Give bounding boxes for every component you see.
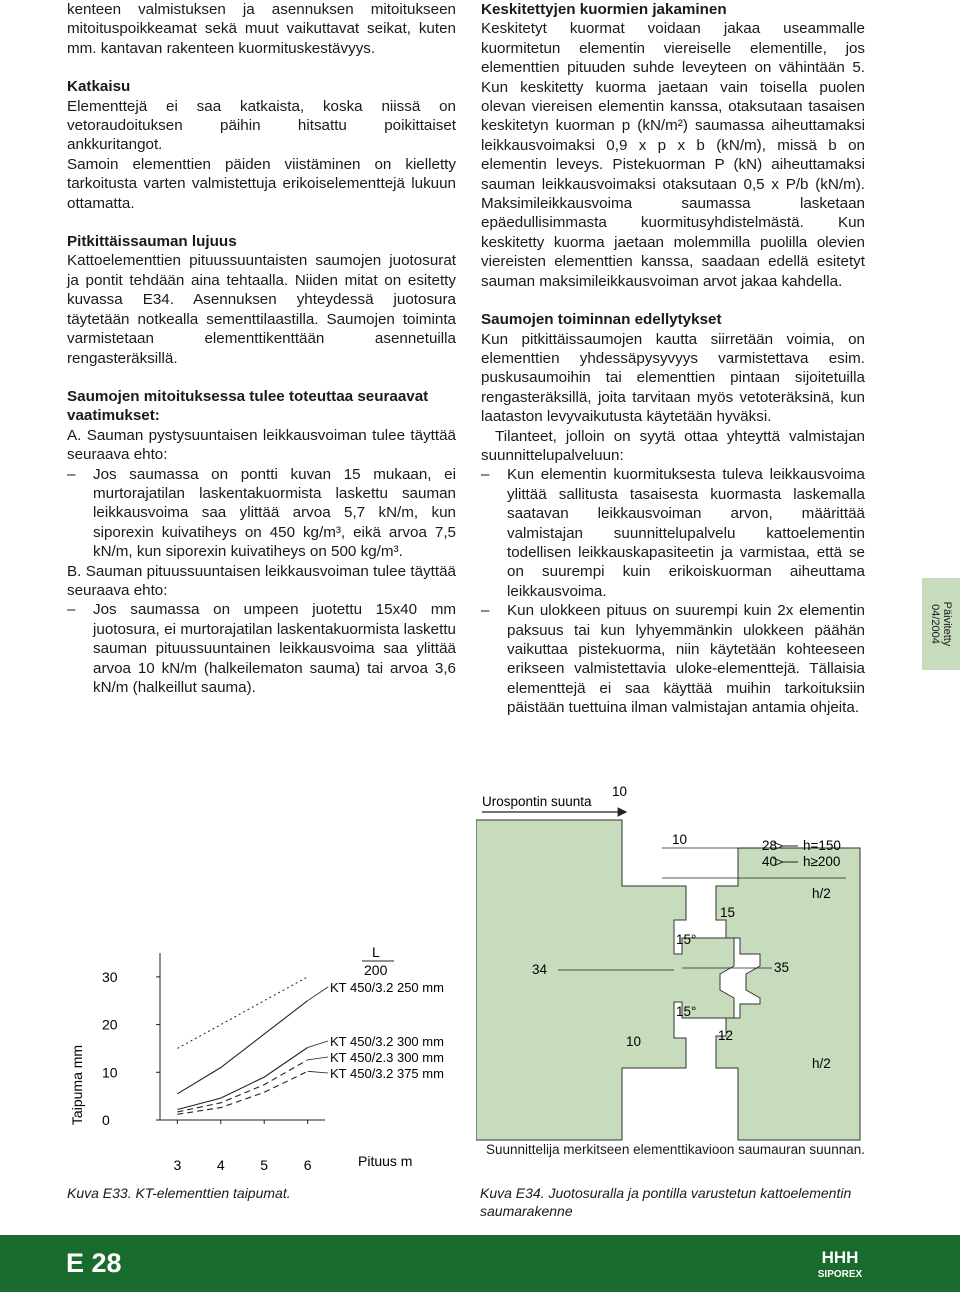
page-number: E 28 [66,1248,122,1278]
joint-note: Suunnittelija merkitseen elementtikavioon saumauran suunnan. [486,1142,865,1157]
direction-label: Urospontin suunta [482,794,592,809]
dim-12: 12 [718,1028,734,1043]
x-tick-label: 6 [303,1157,312,1173]
toiminta-paragraph-2: Tilanteet, jolloin on syytä ottaa yhteyttä valmistajan suunnittelupalveluun: [481,427,865,464]
series-line [177,1071,307,1114]
series-line [177,1001,307,1094]
katkaisu-heading: Katkaisu [67,78,131,96]
siporex-logo [808,1243,872,1283]
y-tick-label: 30 [102,968,118,985]
requirement-b-dash: – Jos saumassa on umpeen juotettu 15x40 mm juotosura, ei murtorajatilan laskentakuormista laskettu sauman pituussuuntainen leikkausvoima saa ylittää arvoa 10 kN/m (halkeilematon sauma) tai arvoa 3,6 kN/m (halkeillut sauma). [67,600,456,697]
dim-35: 35 [774,960,790,975]
y-tick-label: 0 [102,1112,110,1128]
x-tick-label: 3 [173,1157,182,1173]
leader-line [308,1071,328,1073]
x-tick-label: 4 [216,1157,225,1173]
pitkittaissauma-heading: Pitkittäissauman lujuus [67,233,237,251]
dim-10-c: 10 [626,1034,642,1049]
dim-10-top: 10 [612,784,628,799]
toiminta-heading: Saumojen toiminnan edellytykset [481,311,722,329]
toiminta-dash-1: – Kun elementin kuormituksesta tuleva leikkausvoima ylittää sallitusta tasaisesta kuormasta laskemalla saatavan leikkausvoiman arvon, määrittää valmistajan suunnittelupalvelu kattoelementin todellisen leikkauskapasiteetin ja varmistaa, että se on suurempi kuin erikoiskuorman aiheuttama leikkausvoima. [481,465,865,601]
y-axis-label: Taipuma mm [69,1044,85,1126]
leader-line [308,987,328,1001]
keskitetyt-paragraph: Keskitetyt kuormat voidaan jakaa useammalle kuormitetun elementin viereiselle elementille, jos elementtien pituuden suhde leveyteen on vähintään 5. Kun keskitetty kuorma jaetaan vain toisella puolen olevan viereisen elementin kanssa, otaksutaan tasaisen keskitetyn kuorman p (kN/m²) saumassa aiheuttamaksi leikkausvoimaksi 0,9 x p x b (kN/m), missä b on elementin leveys. Pistekuorman P (kN) aiheuttamaksi sauman leikkausvoimaksi otaksutaan 0,5 x P/b (kN/m). Maksimileikkausvoima saumassa lasketaan epäedullisimmasta kuormitusyhdistelmästä. Kun keskitetty kuorma jaetaan molemmilla puolilla olevien viereisten elementtien kanssa, saadaan edellä esitetyt sauman maksimileikkausvoiman arvot jakaa kahdella. [481,20,865,290]
h200-label: h≥200 [803,854,841,869]
right-column [481,0,865,718]
series-line [177,1048,307,1110]
chart-labels [69,944,444,1173]
x-axis-label: Pituus m [358,1153,413,1169]
h2-top: h/2 [812,886,831,901]
katkaisu-paragraph-2: Samoin elementtien päiden viistäminen on kielletty tarkoitusta varten valmistettuja erikoiselementtejä lukuun ottamatta. [67,155,456,212]
left-column [67,0,456,697]
left-element [476,820,734,1140]
updated-label: Päivitetty [941,601,953,647]
y-tick-label: 20 [102,1016,118,1033]
right-element [716,848,860,1140]
requirement-a: A. Sauman pystysuuntaisen leikkausvoiman tulee täyttää seuraava ehto: [67,426,456,464]
updated-date: 04/2004 [929,604,941,644]
leader-line [308,1041,328,1047]
angle-15-top: 15° [676,932,697,947]
logo-text: SIPOREX [817,1269,863,1280]
toiminta-paragraph-1: Kun pitkittäissaumojen kautta siirretään voimia, on elementtien yhdessäpysyvyys varmistettava esim. puskusaumoihin tai elementtien pintaan sijoitetuilla rengasteräksillä, joita tarvitaan myös vetoteräksinä, kun laataston levyvaikutusta käytetään hyväksi. [481,330,865,426]
dim-28: 28 [762,838,778,853]
updated-tab [922,578,960,670]
h2-bottom: h/2 [812,1056,831,1071]
requirement-a-dash: – Jos saumassa on pontti kuvan 15 mukaan, ei murtorajatilan laskentakuormista laskettu sauman leikkausvoima saa ylittää arvoa 5,7 kN/m, kun siporexin kuivatiheys on 450 kg/m³, eikä arvoa 7,5 kN/m, kun siporexin kuivatiheys on 500 kg/m³. [67,465,456,562]
caption-e33: Kuva E33. KT-elementtien taipumat. [67,1185,291,1201]
series-label: KT 450/3.2 250 mm [330,980,444,995]
mitoitus-heading: Saumojen mitoituksessa tulee toteuttaa seuraavat vaatimukset: [67,387,429,425]
y-tick-label: 10 [102,1064,118,1081]
pitkittaissauma-paragraph: Kattoelementtien pituussuuntaisten saumojen juotosurat ja pontit tehdään aina tehtaalla. Niiden mitat on esitetty kuvassa E34. Asennuksen yhteydessä juotosura täytetään notkealla sementtilaastilla. Saumojen toiminta varmistetaan elementtikenttään asennetuilla rengasteräksillä. [67,252,456,367]
updated-tab-text [929,602,953,647]
leader-line [308,1057,328,1060]
dim-40: 40 [762,854,778,869]
dim-10-b: 10 [672,832,688,847]
deflection-chart [60,935,470,1180]
h150-label: h=150 [803,838,841,853]
fraction-denominator: 200 [364,962,388,978]
toiminta-dash-2: – Kun ulokkeen pituus on suurempi kuin 2x elementin paksuus tai kun lyhyemmänkin ulokkeen päähän vaikuttaa pistekuorma, niin käytetään kohteeseen erikseen valmistettavia uloke-elementtejä. Tällaisia elementtejä ei saa käyttää muihin tarkoituksiin päistään tuettuina ilman valmistajan antamia ohjeita. [481,601,865,717]
dim-15: 15 [720,905,736,920]
intro-paragraph: kenteen valmistuksen ja asennuksen mitoitukseen mitoituspoikkeamat sekä muut vaikuttavat seikat, kuten mm. kantavan rakenteen kuormituskestävyys. [67,1,456,57]
series-label: KT 450/3.2 300 mm [330,1034,444,1049]
series-label: KT 450/3.2 375 mm [330,1066,444,1081]
series-label: KT 450/2.3 300 mm [330,1050,444,1065]
footer-bar [0,1235,960,1292]
logo-mark: HHH [821,1248,859,1267]
chart-series [177,977,328,1114]
joint-diagram [476,778,876,1178]
requirement-b: B. Sauman pituussuuntaisen leikkausvoiman tulee täyttää seuraava ehto: [67,562,456,599]
keskitetyt-heading: Keskitettyjen kuormien jakaminen [481,1,727,18]
caption-e34: Kuva E34. Juotosuralla ja pontilla varustetun kattoelementin saumarakenne [480,1185,852,1219]
x-tick-label: 5 [260,1157,269,1173]
chart-axes [156,953,325,1124]
fraction-numerator: L [372,944,380,960]
katkaisu-paragraph-1: Elementtejä ei saa katkaista, koska niissä on vetoraudoituksen päihin hitsattu poikittaiset ankkuritangot. [67,97,456,154]
dim-34: 34 [532,962,548,977]
angle-15-bottom: 15° [676,1004,697,1019]
limit-line [177,977,307,1049]
